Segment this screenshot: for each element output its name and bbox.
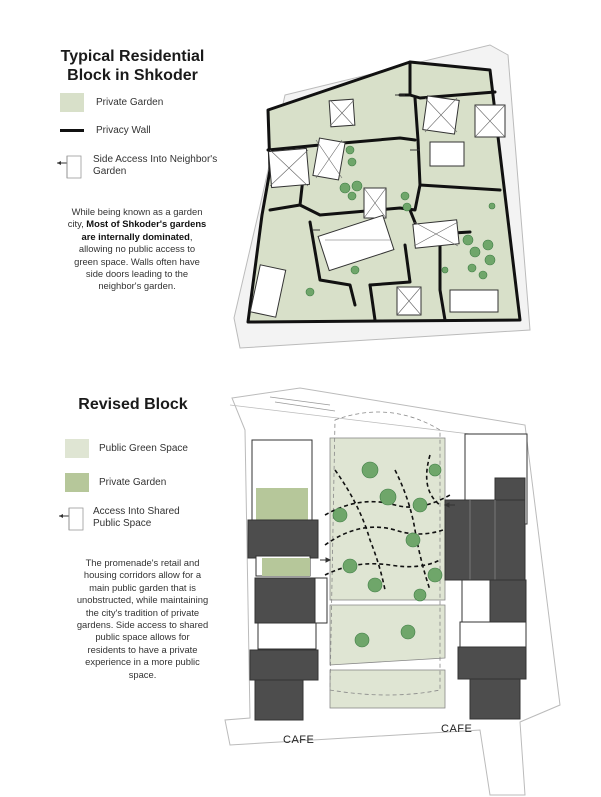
- bottom-desc-line9: experience in a more public: [85, 656, 200, 668]
- top-desc-line4: allowing no public access to: [78, 243, 196, 255]
- top-desc-line3: are internally dominated,: [81, 230, 193, 242]
- public-garden-bottom: [330, 670, 445, 708]
- bottom-desc-line1: The promenade's retail and: [85, 557, 200, 568]
- bottom-desc-line6: gardens. Side access to shared: [76, 619, 209, 631]
- top-desc-line7: neighbor's garden.: [98, 280, 176, 292]
- bottom-title: Revised Block: [78, 396, 188, 413]
- legend-private-garden-2-label: Private Garden: [99, 477, 167, 488]
- top-desc-line2: city, Most of Shkoder's gardens: [67, 218, 207, 230]
- top-desc-line1: While being known as a garden: [71, 206, 203, 217]
- top-title-line2: Block in Shkoder: [67, 67, 198, 84]
- legend-access-label-line1: Access Into Shared: [93, 506, 180, 517]
- public-garden-lower: [330, 605, 445, 665]
- bottom-desc-line10: space.: [128, 668, 157, 680]
- cafe-right-label: CAFE: [441, 723, 473, 735]
- bottom-desc-line2: housing corridors allow for a: [83, 569, 202, 581]
- bottom-desc-line3: main public garden that is: [89, 581, 196, 593]
- legend-access-label-line2: Public Space: [93, 518, 152, 529]
- top-desc-line5: green space. Walls often have: [74, 255, 200, 267]
- legend-privacy-wall-label: Privacy Wall: [96, 125, 151, 136]
- bottom-desc-line8: residents to have a private: [87, 643, 198, 655]
- legend-side-access-label-line1: Side Access Into Neighbor's: [93, 154, 218, 165]
- bottom-desc-line7: public space allows for: [95, 631, 190, 643]
- bottom-desc-line4: unobstructed, while maintaining: [76, 594, 209, 606]
- legend-private-garden-label: Private Garden: [96, 97, 164, 108]
- bottom-desc-line5: the city's tradition of private: [85, 606, 200, 618]
- left-corridor: [248, 440, 327, 720]
- left-private-garden-1: [256, 488, 308, 520]
- legend-public-green-label: Public Green Space: [99, 443, 188, 454]
- cafe-left-label: CAFE: [283, 734, 315, 746]
- right-corridor: [445, 434, 527, 719]
- legend-side-access-label-line2: Garden: [93, 166, 127, 177]
- top-title-line1: Typical Residential: [60, 48, 205, 65]
- top-desc-line6: side doors leading to the: [85, 268, 189, 280]
- left-private-garden-2: [262, 558, 310, 576]
